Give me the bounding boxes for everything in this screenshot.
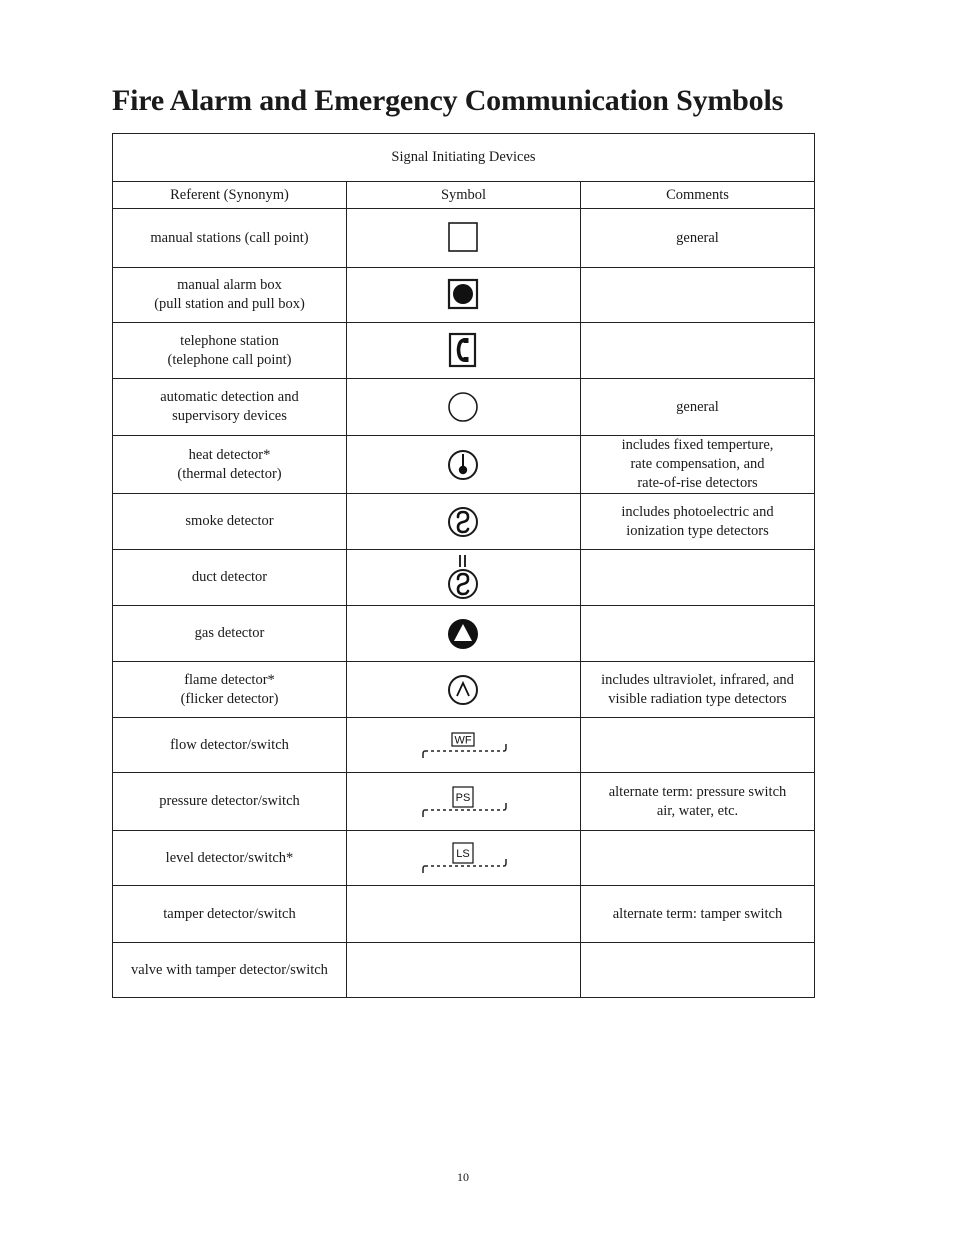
- referent-line: gas detector: [194, 625, 265, 641]
- comments-cell: [581, 550, 815, 606]
- table-row: [113, 606, 815, 662]
- comments-cell: [581, 606, 815, 662]
- comments-cell: [581, 379, 815, 436]
- column-header-comments: Comments: [581, 182, 815, 209]
- table-row: [113, 550, 815, 606]
- box-label: PS: [455, 791, 470, 804]
- referent-line: duct detector: [191, 569, 268, 585]
- comments-cell: [581, 943, 815, 998]
- section-title: Signal Initiating Devices: [113, 134, 815, 182]
- referent-cell: [113, 606, 347, 662]
- table-row: [113, 379, 815, 436]
- square-outline-icon: [447, 221, 481, 255]
- comments-cell: [581, 268, 815, 323]
- comments-cell: [581, 436, 815, 494]
- comment-line: rate compensation, and: [630, 456, 765, 472]
- referent-line: (telephone call point): [167, 351, 292, 368]
- symbol-cell: [347, 436, 581, 494]
- referent-line: flow detector/switch: [170, 736, 289, 753]
- referent-line: supervisory devices: [172, 408, 287, 424]
- comments-cell: [581, 323, 815, 379]
- table-row: [113, 268, 815, 323]
- telephone-handset-icon: [447, 332, 481, 370]
- page-number: 10: [457, 1170, 469, 1184]
- symbol-cell: [347, 773, 581, 831]
- circle-outline-icon: [447, 390, 481, 424]
- referent-cell: [113, 379, 347, 436]
- symbol-cell: [347, 494, 581, 550]
- comment-line: includes fixed temperture,: [621, 437, 774, 453]
- table-row: [113, 943, 815, 998]
- referent-line: smoke detector: [185, 513, 274, 529]
- referent-cell: [113, 662, 347, 718]
- thermometer-in-circle-icon: [447, 448, 481, 482]
- table-row: [113, 831, 815, 886]
- referent-cell: [113, 268, 347, 323]
- referent-cell: [113, 886, 347, 943]
- referent-cell: [113, 831, 347, 886]
- flow-switch-icon: [418, 730, 510, 760]
- table-row: [113, 323, 815, 379]
- referent-line: manual alarm box: [177, 277, 282, 293]
- flame-chevron-in-circle-icon: [447, 673, 481, 707]
- comment-line: includes photoelectric and: [621, 503, 774, 520]
- comment-line: ionization type detectors: [626, 522, 769, 539]
- symbol-cell: [347, 209, 581, 268]
- referent-cell: [113, 550, 347, 606]
- referent-cell: [113, 209, 347, 268]
- table-row: [113, 436, 815, 494]
- referent-line: manual stations (call point): [150, 229, 309, 246]
- comment-line: includes ultraviolet, infrared, and: [601, 671, 794, 688]
- referent-line: automatic detection and: [160, 389, 299, 405]
- referent-line: (flicker detector): [180, 690, 279, 707]
- comment-line: alternate term: tamper switch: [612, 905, 783, 922]
- referent-line: telephone station: [180, 332, 279, 349]
- pressure-switch-icon: [418, 785, 510, 819]
- box-label: WF: [453, 734, 472, 747]
- comment-line: general: [676, 229, 719, 246]
- comment-line: general: [676, 398, 719, 415]
- referent-line: flame detector*: [184, 671, 275, 688]
- symbol-cell: [347, 550, 581, 606]
- comments-cell: [581, 773, 815, 831]
- filled-circle-in-square-icon: [447, 278, 481, 312]
- symbol-cell: [347, 268, 581, 323]
- symbol-cell: [347, 379, 581, 436]
- box-label: LS: [455, 848, 470, 860]
- symbols-table: [112, 133, 815, 998]
- referent-cell: [113, 773, 347, 831]
- symbol-cell: [347, 886, 581, 943]
- comment-line: alternate term: pressure switch: [608, 783, 787, 800]
- table-row: [113, 494, 815, 550]
- symbol-cell: [347, 718, 581, 773]
- comments-cell: [581, 209, 815, 268]
- comment-line: visible radiation type detectors: [608, 690, 787, 707]
- referent-line: heat detector*: [188, 446, 271, 463]
- referent-line: tamper detector/switch: [163, 905, 296, 922]
- referent-line: (pull station and pull box): [154, 296, 305, 312]
- referent-cell: [113, 436, 347, 494]
- comment-line: air, water, etc.: [656, 802, 739, 819]
- page-title: Fire Alarm and Emergency Communication Symbols: [112, 84, 784, 117]
- column-header-referent: Referent (Synonym): [113, 182, 347, 209]
- table-row: [113, 718, 815, 773]
- comments-cell: [581, 494, 815, 550]
- comments-cell: [581, 886, 815, 943]
- symbol-cell: [347, 323, 581, 379]
- table-row: [113, 773, 815, 831]
- referent-cell: [113, 943, 347, 998]
- symbol-cell: [347, 831, 581, 886]
- symbol-cell: [347, 662, 581, 718]
- smoke-in-circle-icon: [447, 505, 481, 539]
- comments-cell: [581, 718, 815, 773]
- referent-line: level detector/switch*: [165, 849, 294, 866]
- referent-line: pressure detector/switch: [159, 793, 300, 809]
- level-switch-icon: [418, 841, 510, 875]
- referent-cell: [113, 718, 347, 773]
- table-row: [113, 209, 815, 268]
- table-row: [113, 886, 815, 943]
- comment-line: rate-of-rise detectors: [637, 475, 758, 491]
- comments-cell: [581, 831, 815, 886]
- referent-line: (thermal detector): [177, 465, 282, 482]
- referent-cell: [113, 323, 347, 379]
- referent-cell: [113, 494, 347, 550]
- symbol-cell: [347, 943, 581, 998]
- column-header-symbol: Symbol: [347, 182, 581, 209]
- duct-smoke-detector-icon: [447, 554, 481, 602]
- table-row: [113, 662, 815, 718]
- symbol-cell: [347, 606, 581, 662]
- comments-cell: [581, 662, 815, 718]
- referent-line: valve with tamper detector/switch: [131, 961, 328, 978]
- triangle-in-filled-circle-icon: [447, 617, 481, 651]
